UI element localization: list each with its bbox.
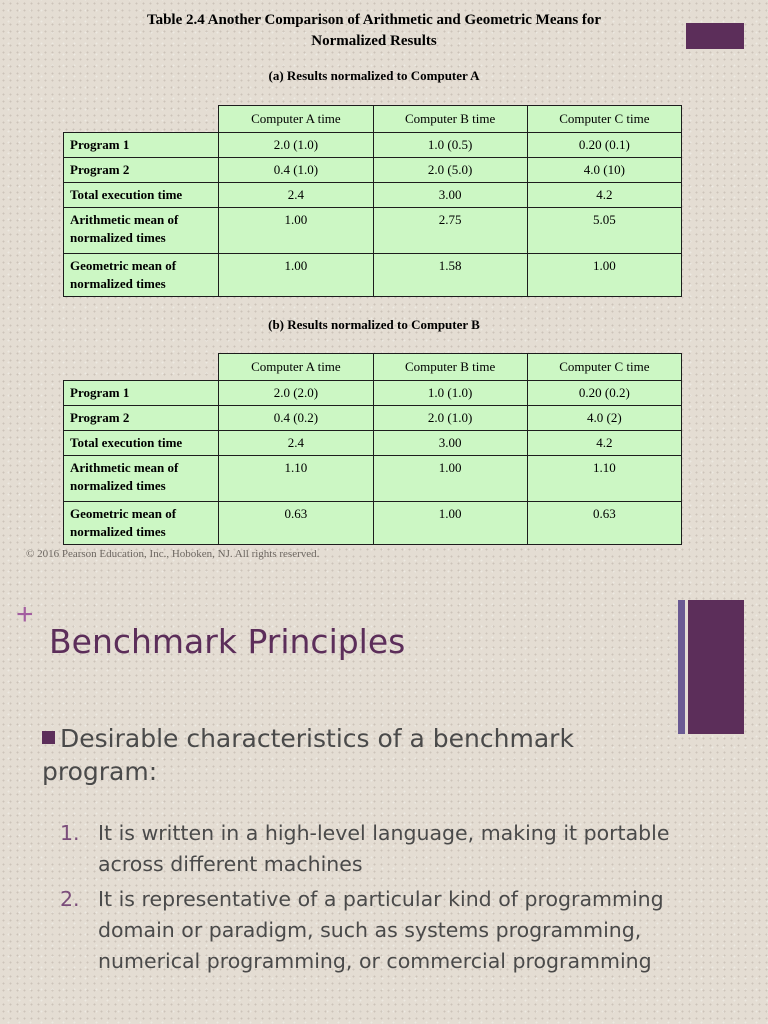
table-row bbox=[64, 208, 682, 254]
table-cell: 4.2 bbox=[527, 431, 681, 456]
table-row bbox=[64, 431, 682, 456]
list-item bbox=[60, 884, 680, 977]
table-row bbox=[64, 406, 682, 431]
table-cell: 4.0 (2) bbox=[527, 406, 681, 431]
table-cell: 0.63 bbox=[219, 502, 373, 545]
table-cell: 4.0 (10) bbox=[527, 158, 681, 183]
table-b bbox=[63, 353, 682, 545]
table-corner-cell bbox=[64, 106, 219, 133]
table-title bbox=[60, 10, 688, 52]
main-bullet bbox=[42, 722, 662, 788]
table-a-caption: (a) Results normalized to Computer A bbox=[268, 68, 480, 83]
copyright-notice: © 2016 Pearson Education, Inc., Hoboken, NJ. All rights reserved. bbox=[26, 548, 320, 560]
table-cell: 0.4 (0.2) bbox=[219, 406, 373, 431]
list-item-text: It is written in a high-level language, making it portable across different machines bbox=[98, 821, 670, 876]
column-header: Computer B time bbox=[373, 106, 527, 133]
table-cell: 3.00 bbox=[373, 183, 527, 208]
row-label: Arithmetic mean of normalized times bbox=[64, 208, 219, 254]
list-item-text: It is representative of a particular kind of programming domain or paradigm, such as systems programming, numerical programming, or commercial programming bbox=[98, 887, 664, 973]
table-cell: 0.20 (0.2) bbox=[527, 381, 681, 406]
table-cell: 1.00 bbox=[527, 254, 681, 297]
table-row bbox=[64, 254, 682, 297]
table-a-header-row bbox=[64, 106, 682, 133]
row-label: Program 2 bbox=[64, 406, 219, 431]
table-title-line2: Normalized Results bbox=[311, 33, 437, 49]
table-row bbox=[64, 381, 682, 406]
table-title-line1: Table 2.4 Another Comparison of Arithmetic and Geometric Means for bbox=[146, 12, 602, 28]
table-cell: 0.63 bbox=[527, 502, 681, 545]
corner-accent-box bbox=[686, 23, 744, 49]
table-cell: 1.00 bbox=[373, 502, 527, 545]
table-row bbox=[64, 158, 682, 183]
row-label: Arithmetic mean of normalized times bbox=[64, 456, 219, 502]
row-label: Total execution time bbox=[64, 183, 219, 208]
table-cell: 2.0 (1.0) bbox=[219, 133, 373, 158]
table-cell: 2.0 (1.0) bbox=[373, 406, 527, 431]
column-header: Computer C time bbox=[527, 354, 681, 381]
table-cell: 3.00 bbox=[373, 431, 527, 456]
table-cell: 4.2 bbox=[527, 183, 681, 208]
table-cell: 1.58 bbox=[373, 254, 527, 297]
table-row bbox=[64, 183, 682, 208]
table-cell: 1.10 bbox=[527, 456, 681, 502]
main-bullet-text: Desirable characteristics of a benchmark program: bbox=[42, 724, 574, 786]
accent-bar-thin bbox=[678, 600, 685, 734]
row-label: Geometric mean of normalized times bbox=[64, 254, 219, 297]
table-row bbox=[64, 502, 682, 545]
table-cell: 1.00 bbox=[219, 254, 373, 297]
slide-benchmark-principles bbox=[0, 578, 768, 1024]
table-cell: 1.00 bbox=[219, 208, 373, 254]
slide-title: Benchmark Principles bbox=[49, 622, 406, 661]
table-cell: 0.4 (1.0) bbox=[219, 158, 373, 183]
table-row bbox=[64, 133, 682, 158]
table-b-caption: (b) Results normalized to Computer B bbox=[268, 317, 480, 332]
column-header: Computer C time bbox=[527, 106, 681, 133]
characteristics-list bbox=[60, 818, 680, 981]
plus-icon: + bbox=[16, 598, 34, 631]
row-label: Geometric mean of normalized times bbox=[64, 502, 219, 545]
list-item-number: 2. bbox=[60, 887, 80, 911]
column-header: Computer B time bbox=[373, 354, 527, 381]
table-cell: 2.4 bbox=[219, 183, 373, 208]
table-cell: 2.75 bbox=[373, 208, 527, 254]
table-cell: 1.10 bbox=[219, 456, 373, 502]
row-label: Program 1 bbox=[64, 381, 219, 406]
table-cell: 1.0 (0.5) bbox=[373, 133, 527, 158]
square-bullet-icon bbox=[42, 731, 55, 744]
table-corner-cell bbox=[64, 354, 219, 381]
accent-bar-thick bbox=[688, 600, 744, 734]
column-header: Computer A time bbox=[219, 354, 373, 381]
table-cell: 1.0 (1.0) bbox=[373, 381, 527, 406]
table-cell: 2.0 (2.0) bbox=[219, 381, 373, 406]
table-cell: 2.4 bbox=[219, 431, 373, 456]
table-a bbox=[63, 105, 682, 297]
row-label: Program 1 bbox=[64, 133, 219, 158]
row-label: Total execution time bbox=[64, 431, 219, 456]
table-cell: 5.05 bbox=[527, 208, 681, 254]
table-cell: 1.00 bbox=[373, 456, 527, 502]
table-cell: 0.20 (0.1) bbox=[527, 133, 681, 158]
table-row bbox=[64, 456, 682, 502]
row-label: Program 2 bbox=[64, 158, 219, 183]
list-item-number: 1. bbox=[60, 821, 80, 845]
table-cell: 2.0 (5.0) bbox=[373, 158, 527, 183]
list-item bbox=[60, 818, 680, 880]
column-header: Computer A time bbox=[219, 106, 373, 133]
table-b-header-row bbox=[64, 354, 682, 381]
